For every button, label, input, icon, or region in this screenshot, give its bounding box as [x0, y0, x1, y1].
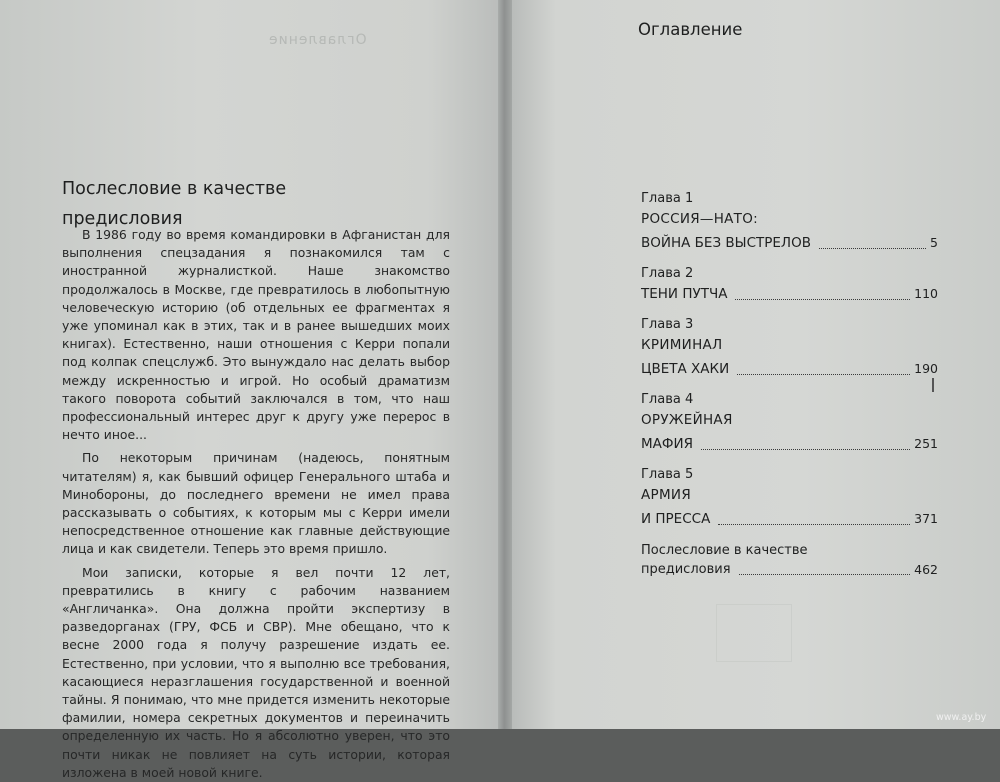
page-number: 371 [914, 511, 938, 526]
paragraph: Мои записки, которые я вел почти 12 лет, превратились в книгу с рабочим названием «Англичанка». Она должна пройти экспертизу в разведорганах (ГРУ, ФСБ и СВР). Мне обещано, что к весне 2000 года я получу разрешение издать ее. Естественно, при условии, что я выполню все требования, касающиеся неразглашения государственной и военной тайны. Я понимаю, что мне придется изменить некоторые фамилии, номера секретных документов и переиначить определенную их часть. Но я абсолютно уверен, что это почти никак не повлияет на суть истории, которая изложена в моей новой книге. [62, 564, 450, 780]
chapter-label: Глава 5 [641, 467, 694, 482]
toc-title: Оглавление [638, 20, 743, 39]
dot-leader [739, 574, 911, 575]
page-number: 462 [914, 562, 938, 577]
paragraph: В 1986 году во время командировки в Афганистан для выполнения спецзадания я познакомился там с иностранной журналисткой. Наше знакомство продолжалось в Москве, где превратилось в любопытную человеческую историю (об отдельных ее фрагментах я уже упоминал как в этих, так и в ранее вышедших моих книгах). Естественно, наши отношения с Керри попали под колпак спецслужб. Это вынуждало нас делать выбор между искренностью и игрой. Но особый драматизм такого поворота событий заключался в том, что наш профессиональный интерес друг к другу уже перерос в нечто иное... [62, 227, 450, 443]
chapter-title: ВОЙНА БЕЗ ВЫСТРЕЛОВ [641, 235, 811, 251]
afterword-body [62, 226, 450, 782]
chapter-title: МАФИЯ [641, 436, 693, 452]
afterword-title: предисловия [641, 562, 731, 577]
afterword-title: Послесловие в качестве [641, 543, 808, 558]
chapter-label: Глава 1 [641, 191, 694, 206]
dot-leader [737, 374, 910, 375]
dot-leader [735, 299, 910, 300]
page-number: 110 [914, 286, 938, 301]
show-through-mark [716, 604, 792, 662]
toc-entry-afterword[interactable] [641, 541, 938, 579]
toc-entry-chapter-1[interactable] [641, 190, 938, 255]
chapter-title: ЦВЕТА ХАКИ [641, 361, 730, 377]
table-of-contents [641, 190, 938, 589]
chapter-title: И ПРЕССА [641, 511, 711, 527]
chapter-label: Глава 2 [641, 266, 694, 281]
afterword-heading: Послесловие в качестве предисловия [62, 179, 287, 229]
paragraph: По некоторым причинам (надеюсь, понятным читателям) я, как бывший офицер Генерального штаба и Минобороны, до последнего времени не имел права рассказывать о событиях, к которым мы с Керри имели непосредственное отношение как главные действующие лица и как свидетели. Теперь это время пришло. [62, 450, 450, 557]
toc-entry-chapter-5[interactable] [641, 466, 938, 531]
page-number: 5 [930, 235, 938, 250]
page-number: 190 [914, 361, 938, 376]
page-number: 251 [914, 436, 938, 451]
book-gutter [498, 0, 512, 729]
chapter-title: РОССИЯ—НАТО: [641, 211, 759, 227]
toc-entry-chapter-3[interactable] [641, 316, 938, 381]
show-through-text: Оглавление [268, 32, 367, 48]
toc-entry-chapter-4[interactable] [641, 391, 938, 456]
chapter-title: ОРУЖЕЙНАЯ [641, 412, 733, 428]
toc-entry-chapter-2[interactable] [641, 265, 938, 306]
chapter-title: КРИМИНАЛ [641, 337, 723, 353]
dot-leader [718, 524, 910, 525]
chapter-label: Глава 3 [641, 317, 694, 332]
chapter-label: Глава 4 [641, 392, 694, 407]
watermark: www.ay.by [936, 712, 987, 723]
chapter-title: АРМИЯ [641, 487, 692, 503]
dot-leader [819, 248, 926, 249]
margin-mark [932, 378, 934, 392]
chapter-title: ТЕНИ ПУТЧА [641, 286, 728, 302]
dot-leader [701, 449, 910, 450]
